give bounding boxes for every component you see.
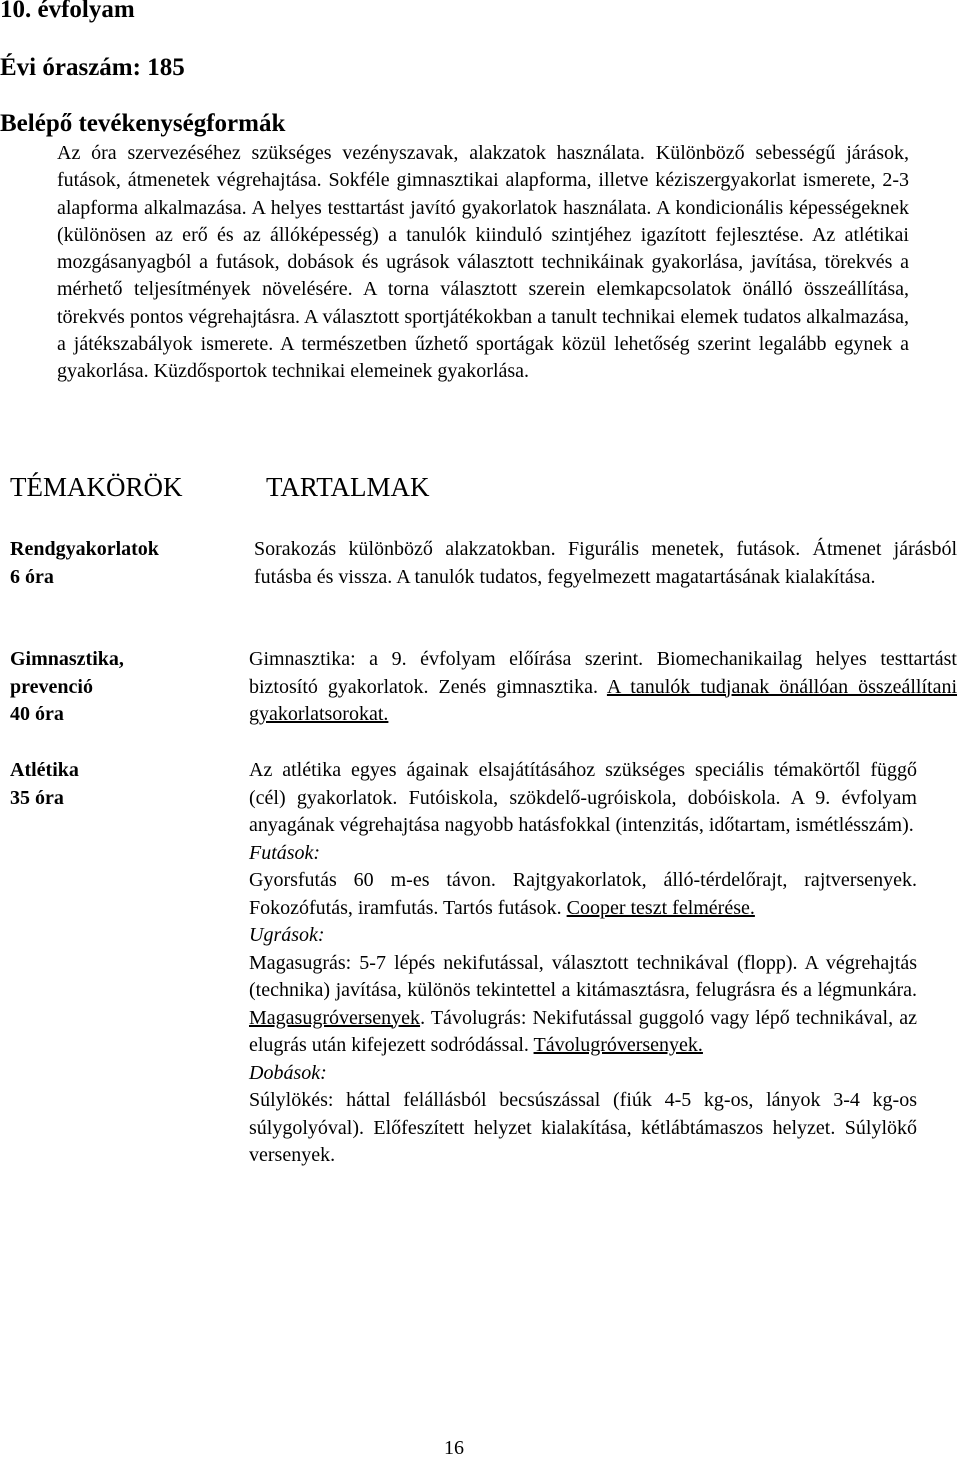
topic-atletika <box>10 757 79 812</box>
runs-text: Gyorsfutás 60 m-es távon. Rajtgyakorlatok, álló-térdelőrajt, rajtversenyek. Fokozófutás, iramfutás. Tartós futások. <box>249 869 917 919</box>
entry-activities-text: Az óra szervezéséhez szükséges vezényszavak, alakzatok használata. Különböző sebességű járások, futások, átmenetek végrehajtása. Sokféle gimnasztikai alapforma, illetve kéziszergyakorlat ismerete, 2-3 alapforma alkalmazása. A helyes testtartást javító gyakorlatok használata. A kondicionális képességeknek (különösen az erő és az állóképesség) a tanulók kiinduló szintjéhez igazított fejlesztése. Az atlétikai mozgásanyagból a futások, dobások és ugrások választott technikáinak gyakorlása, javítása, törekvés a mérhető teljesítmények növelésére. A torna választott szerein elemkapcsolatok önálló összeállítása, törekvés pontos végrehajtásra. A választott sportjátékokban a tanult technikai elemek tudatos alkalmazása, a játékszabályok ismerete. A természetben űzhető sportágak közül lehetőség szerint legalább egynek a gyakorlása. Küzdősportok technikai elemeinek gyakorlása. <box>57 142 909 383</box>
runs-label: Futások: <box>249 841 321 864</box>
topic-title: Rendgyakorlatok <box>10 538 159 560</box>
contents-column-header: TARTALMAK <box>266 472 430 502</box>
jumps-text-2: . Távolugrás: Nekifutással guggoló vagy lépő technikával, az elugrás után kifejezett sodródással. <box>249 1006 917 1056</box>
throws-label: Dobások: <box>249 1061 327 1084</box>
content-text: Gimnasztika: a 9. évfolyam előírása szerint. Biomechanikailag helyes testtartást biztosító gyakorlatok. Zenés gimnasztika. <box>249 648 957 698</box>
page-number: 16 <box>444 1437 464 1459</box>
topics-column-header: TÉMAKÖRÖK <box>10 472 183 502</box>
content-atletika <box>249 757 917 1170</box>
topic-hours: 40 óra <box>10 703 64 725</box>
topic-title-line2: prevenció <box>10 675 93 698</box>
annual-hours-heading: Évi óraszám: 185 <box>0 54 185 81</box>
jumps-underlined-2: Távolugróversenyek. <box>533 1034 703 1056</box>
topic-hours: 35 óra <box>10 786 64 809</box>
entry-activities-heading: Belépő tevékenységformák <box>0 110 286 137</box>
throws-text: Súlylökés: háttal felállásból becsúszással (fiúk 4-5 kg-os, lányok 3-4 kg-os súlygolyóval). Előfeszített helyzet kialakítása, kétlábtámaszos helyzet. Súlylökő versenyek. <box>249 1089 917 1166</box>
topic-title-line1: Gimnasztika, <box>10 648 124 670</box>
content-gimnasztika <box>249 646 957 729</box>
jumps-text-1: Magasugrás: 5-7 lépés nekifutással, választott technikával (flopp). A végrehajtás (technika) javítása, különös tekintettel a kitámasztásra, felugrásra és a légmunkára. <box>249 951 917 1001</box>
topic-hours: 6 óra <box>10 565 54 588</box>
topic-title: Atlétika <box>10 759 79 781</box>
jumps-block <box>249 950 917 1060</box>
grade-heading: 10. évfolyam <box>0 0 135 23</box>
topic-rendgyakorlatok <box>10 536 159 591</box>
jumps-label: Ugrások: <box>249 924 325 946</box>
runs-block <box>249 867 917 922</box>
jumps-underlined-1: Magasugróversenyek <box>249 1006 421 1029</box>
content-rendgyakorlatok: Sorakozás különböző alakzatokban. Figurális menetek, futások. Átmenet járásból futásba és vissza. A tanulók tudatos, fegyelmezett magatartásának kialakítása. <box>254 538 957 588</box>
topic-gimnasztika <box>10 646 124 729</box>
atletika-intro: Az atlétika egyes ágainak elsajátításához szükséges speciális témakörtől függő (cél) gyakorlatok. Futóiskola, szökdelő-ugróiskola, dobóiskola. A 9. évfolyam anyagának végrehajtása nagyobb hatásfokkal (intenzitás, időtartam, ismétlésszám). <box>249 759 917 836</box>
runs-underlined: Cooper teszt felmérése. <box>566 896 755 919</box>
content-underlined-text: A tanulók tudjanak önállóan összeállítani gyakorlatsorokat. <box>249 675 958 725</box>
